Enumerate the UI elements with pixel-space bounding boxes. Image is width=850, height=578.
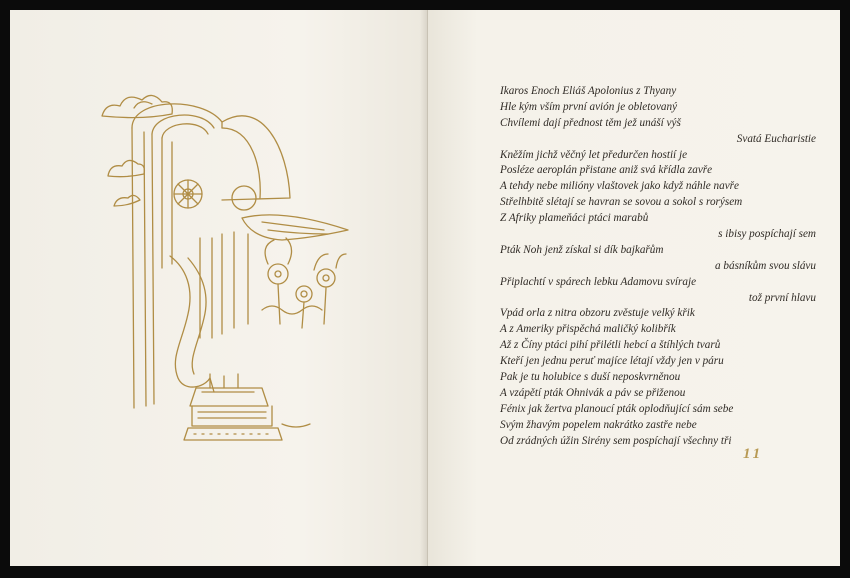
poem-line: Z Afriky plameňáci ptáci marabů bbox=[500, 212, 649, 225]
poem-line: tož první hlavu bbox=[748, 291, 816, 304]
poem-line: Střelhbitě slétají se havran se sovou a sokol s rorýsem bbox=[500, 196, 743, 209]
poem-line: Fénix jak žertva planoucí pták oplodňující sám sebe bbox=[500, 402, 734, 415]
page-number: 11 bbox=[743, 446, 764, 462]
poem-line: Kteří jen jednu peruť majíce létají vždy jen v páru bbox=[500, 355, 724, 368]
poem-line: Posléze aeroplán přistane aniž svá křídla zavře bbox=[500, 164, 713, 177]
poem-line: Od zrádných úžin Sirény sem pospíchají všechny tři bbox=[500, 434, 732, 447]
poem-text bbox=[500, 84, 830, 449]
poem-line: Vpád orla z nitra obzoru zvěstuje velký křik bbox=[500, 307, 695, 320]
poem-line: A tehdy nebe milióny vlaštovek jako když náhle navře bbox=[500, 180, 739, 193]
poem-line: Až z Číny ptáci pihí přilétli hebcí a štíhlých tvarů bbox=[500, 339, 721, 352]
poem-line: Pak je tu holubice s duší neposkvrněnou bbox=[500, 371, 681, 384]
poem-line: s ibisy pospíchají sem bbox=[718, 228, 816, 241]
poem-line: Kněžím jichž věčný let předurčen hostií je bbox=[500, 148, 688, 161]
poem-line: Pták Noh jenž získal si dík bajkařům bbox=[500, 243, 664, 256]
poem-line: Připlachtí v spárech lebku Adamovu svíraje bbox=[500, 275, 697, 288]
poem-line: Svým žhavým popelem nakrátko zastře nebe bbox=[500, 418, 697, 431]
poem-line: Ikaros Enoch Eliáš Apolonius z Thyany bbox=[500, 85, 677, 97]
right-page bbox=[428, 10, 840, 566]
poem-line: Svatá Eucharistie bbox=[736, 132, 816, 145]
book-spread bbox=[10, 10, 840, 566]
poem-line: A z Ameriky přispěchá maličký kolibřík bbox=[500, 323, 676, 336]
poem-line: Chvílemi dají přednost těm jež unáší výš bbox=[500, 116, 681, 129]
left-page bbox=[10, 10, 428, 566]
poem-line: A vzápětí pták Ohnivák a páv se přiženou bbox=[500, 386, 686, 399]
poem-line: a básníkům svou slávu bbox=[715, 259, 816, 272]
sepia-line-illustration bbox=[92, 88, 362, 460]
poem-line: Hle kým vším první avión je obletovaný bbox=[500, 100, 678, 113]
